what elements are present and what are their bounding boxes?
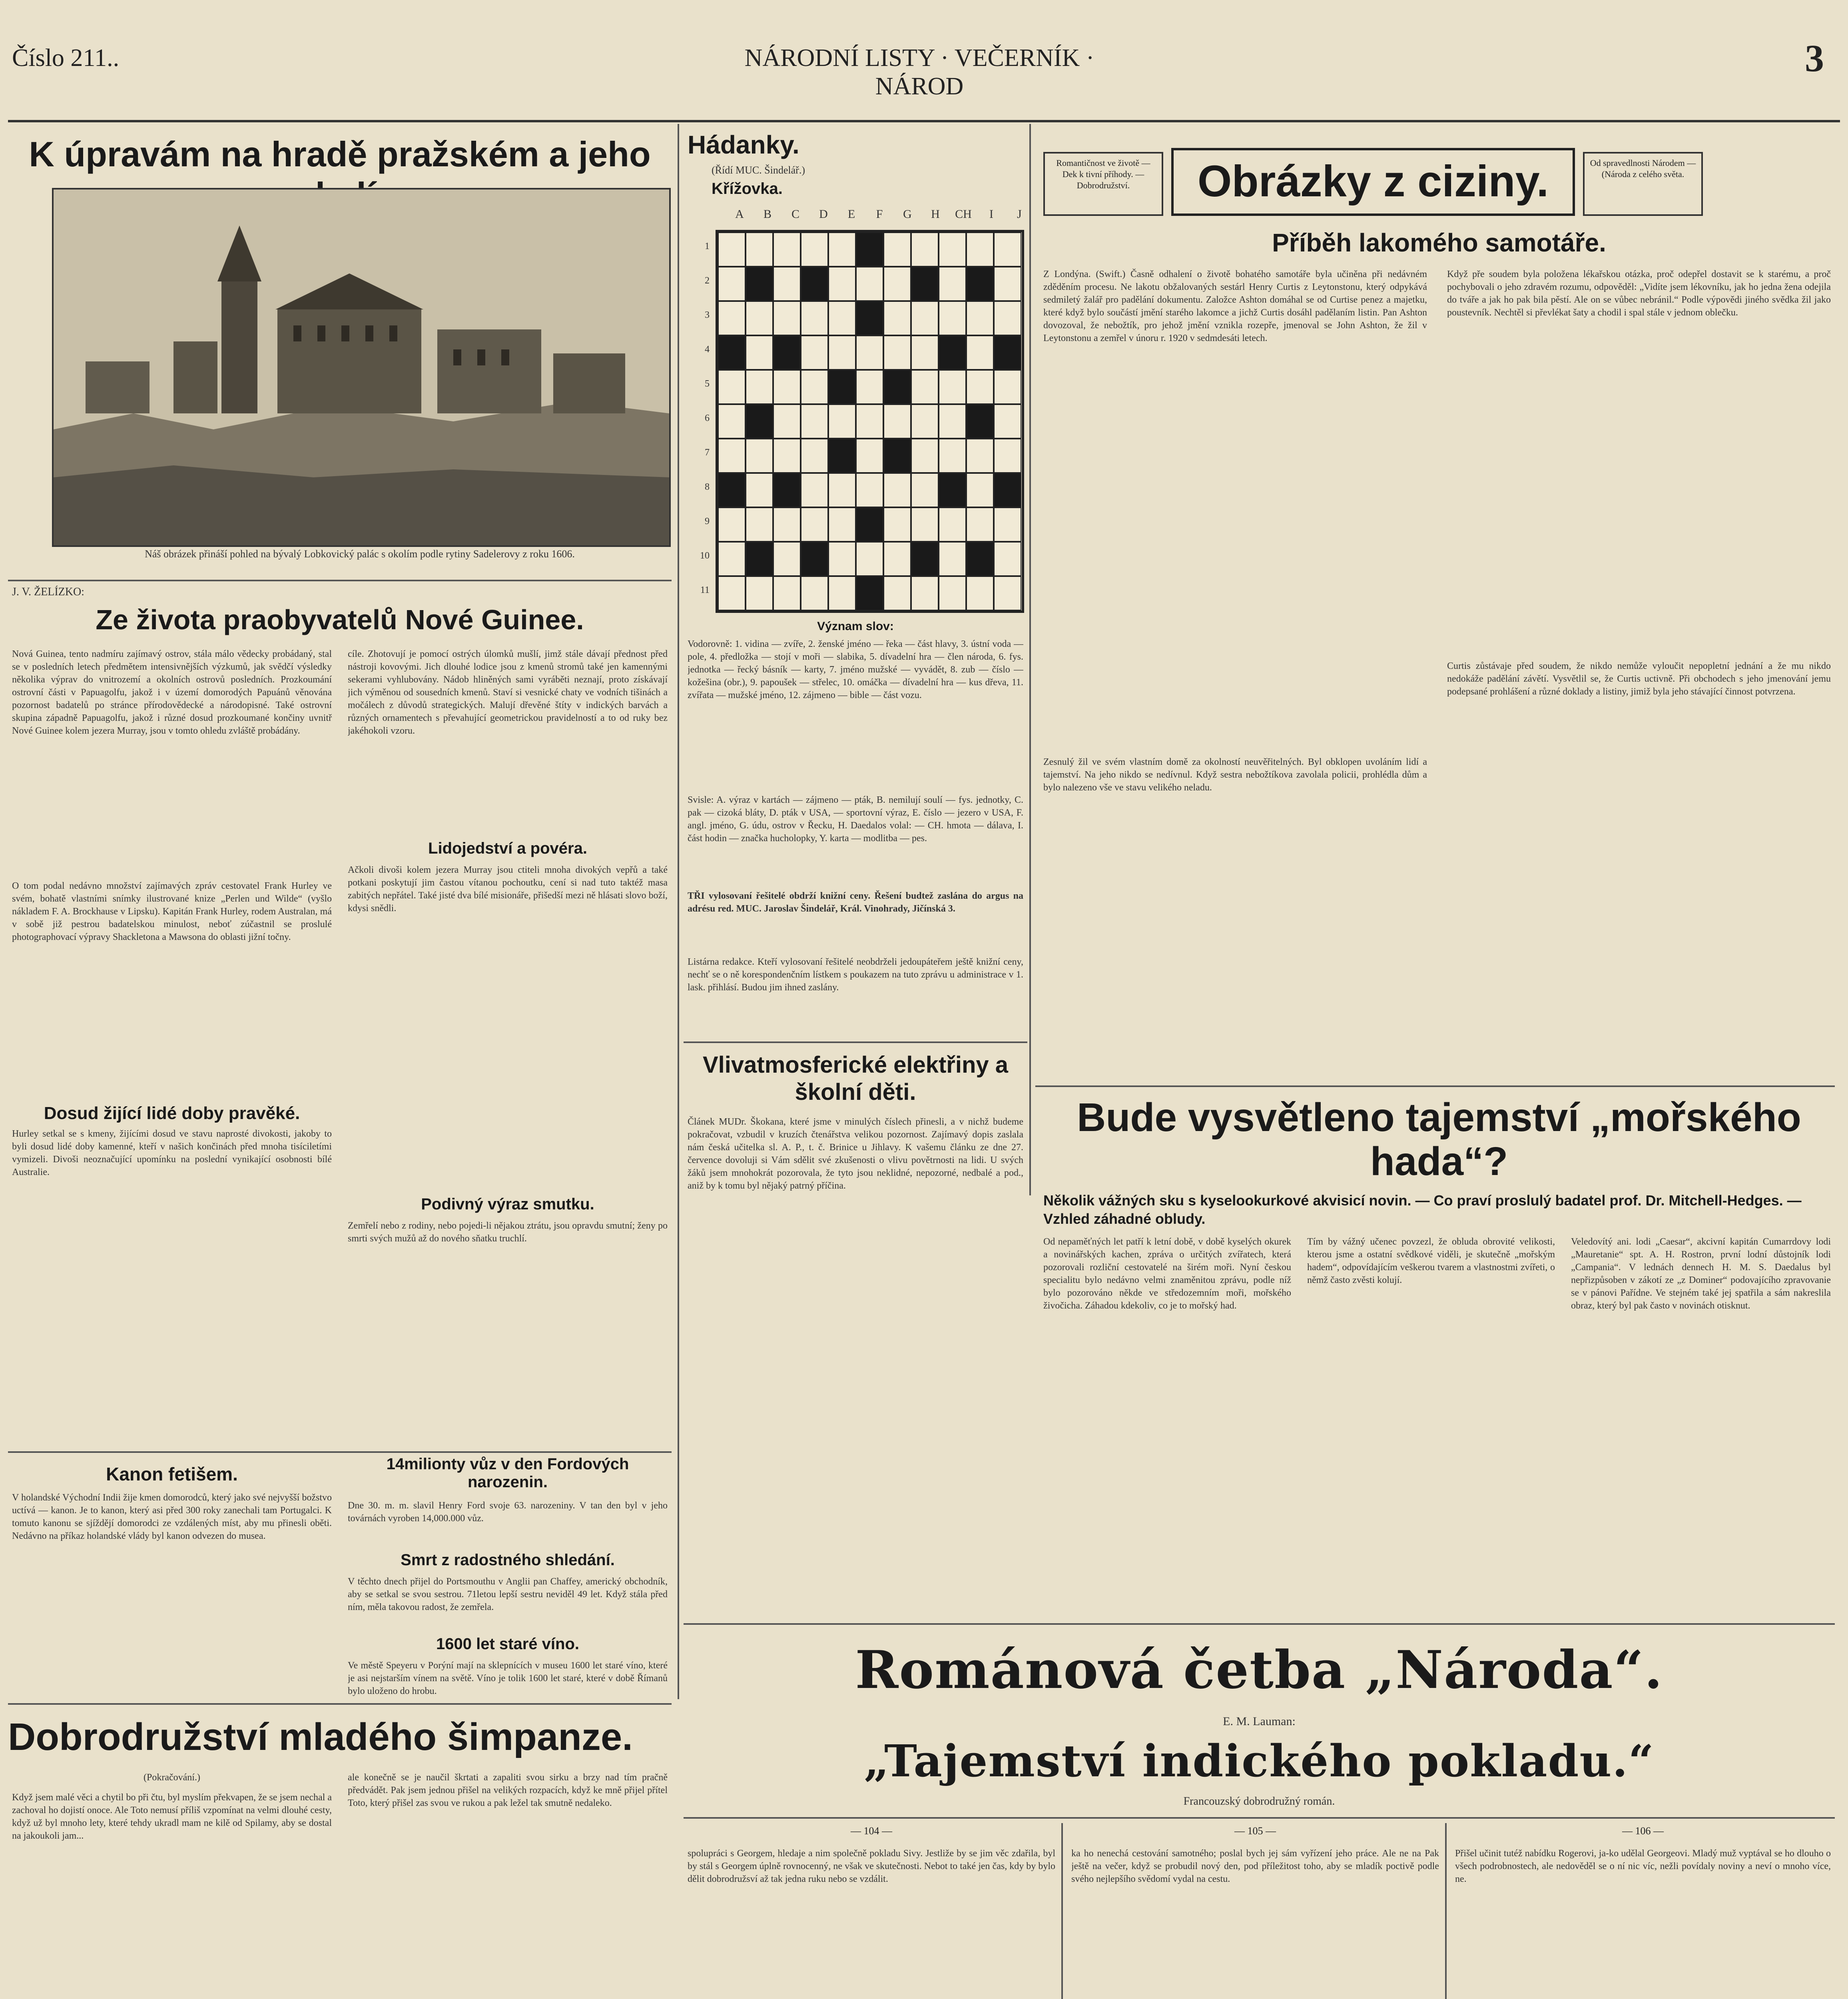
section-rule [8, 1451, 672, 1453]
guinea-text-col1c: Hurley setkal se s kmeny, žijícími dosud ve stavu naprosté divokosti, jakoby to byli dosud lidé doby kamenné, kteří v našich končinách před mnoha tisíciletími vymizeli. Divoši neoznačující upomínku na poslední vynikající osobnosti bílé Australie. [12, 1129, 332, 1177]
crossword-cell [883, 473, 911, 507]
vino-text: Ve městě Speyeru v Porýní mají na sklepnících v museu 1600 let staré víno, které je asi nejstarším vínem na světě. Víno je tolik 1600 let staré, které v době Římanů bylo uloženo do hrobu. [348, 1660, 668, 1696]
crossword-cell [828, 370, 856, 404]
crossword-cell [939, 542, 966, 576]
crossword-cell [828, 232, 856, 267]
crossword-col-label: D [819, 208, 828, 221]
crossword-cell [994, 301, 1021, 335]
crossword-cell [746, 370, 773, 404]
crossword-cell [773, 576, 801, 610]
crossword-cell [856, 404, 883, 439]
crossword-cell [746, 542, 773, 576]
crossword-cell [856, 507, 883, 542]
crossword-cell [939, 267, 966, 301]
crossword-row-labels [690, 232, 714, 612]
crossword-cell [801, 404, 828, 439]
crossword-cell [911, 267, 939, 301]
guinea-subhead-stone-age: Dosud žijící lidé doby pravěké. [44, 1103, 300, 1123]
crossword-cell [911, 439, 939, 473]
crossword-cell [939, 301, 966, 335]
crossword-cell [911, 301, 939, 335]
ford-headline: 14milionty vůz v den Fordových narozenin. [386, 1455, 629, 1491]
crossword-cell [911, 335, 939, 370]
simpanze-headline: Dobrodružství mladého šimpanze. [8, 1716, 633, 1758]
elektriny-text: Článek MUDr. Škokana, které jsme v minulých číslech přinesli, a v nichž budeme pokračovat, vzbudil v kruzích čtenářstva velikou pozornost. Zajímavý dopis zaslala nám česká učitelka sl. A. P., t. č. Brinice u Jihlavy. K vašemu článku ze dne 27. července dovoluji si Vám sdělit své zkušenosti o vlivu povětrnosti na lidi. U svých žáků jsem mnohokrát pozorovala, že tyto jsou neklidné, nepozorné, nedbalé a pod., aniž by k tomu byl nějaký patrný příčina. [688, 1117, 1023, 1191]
crossword-col-label: F [876, 208, 883, 221]
crossword-cell [911, 232, 939, 267]
crossword-col-label: CH [955, 208, 972, 221]
roman-series-title: Románová četba „Národa“. [855, 1639, 1663, 1700]
roman-text-col2: ka ho nenechá cestování samotného; poslal bych jej sám vyřízení jeho práce. Ale ne na Pak ještě na večer, když se probudil nový den, pod příležitost toho, aby se mladík poctivě podle svého nejlepšího svědomí vydal na cestu. [1071, 1848, 1439, 1884]
crossword-cell [801, 542, 828, 576]
crossword-cell [966, 370, 994, 404]
crossword-cell [801, 507, 828, 542]
crossword-cell [746, 404, 773, 439]
guinea-text-col1: Nová Guinea, tento nadmíru zajímavý ostrov, stála málo vědecky probádaný, stal se v posledních letech předmětem intensivnějších výzkumů, jak svědčí výsledky několika výprav do vnitrozemí a okolních ostrovů posledních. Prozkoumání ostrovní části v Papuagolfu, jakož i v území domorodých Papuánů věnována pozornost badatelů po stránce přírodovědecké a národopisné. Také ostrovní skupina západně Papuagolfu, jakož i různé dosud prozkoumané končiny uvnitř Nové Guinee kolem jezera Murray, jsou v tomto ohledu zvláště probádány. [12, 649, 332, 736]
crossword-cell [718, 370, 746, 404]
roman-text-col3: Přišel učinit tutéž nabídku Rogerovi, ja-ko udělal Georgeovi. Mladý muž vyptával se ho dlouho o všech podrobnostech, ale nedověděl se o ní nic víc, nežli povídaly noviny a neví o mnoho více, ne. [1455, 1848, 1831, 1884]
crossword-cell [883, 370, 911, 404]
crossword-cell [801, 473, 828, 507]
guinea-text-col1b: O tom podal nedávno množství zajímavých zpráv cestovatel Frank Hurley ve svém, bohatě vlastními snímky ilustrované knize „Perlen und Wilde“ (vyšlo nákladem F. A. Brockhause v Lipsku). Kapitán Frank Hurley, rodem Australan, má v sobě již pestrou badatelskou minulost, neboť zúčastnil se proslulé photographovací výpravy Shackletona a Mawsona do oblasti jižní točny. [12, 881, 332, 942]
crossword-cell [856, 370, 883, 404]
crossword-row-label: 8 [705, 482, 710, 492]
crossword-cell [994, 335, 1021, 370]
ford-text: Dne 30. m. m. slavil Henry Ford svoje 63. narozeniny. V tan den byl v jeho továrnách vyroben 14,000.000 vůz. [348, 1500, 668, 1524]
page-number: 3 [1805, 37, 1824, 80]
crossword-cell [856, 576, 883, 610]
roman-page-number: — 105 — [1234, 1825, 1276, 1837]
crossword-cell [828, 576, 856, 610]
crossword-cell [828, 267, 856, 301]
crossword-cell [883, 301, 911, 335]
crossword-cell [911, 404, 939, 439]
crossword-cell [966, 267, 994, 301]
crossword-cell [994, 507, 1021, 542]
crossword-cell [718, 507, 746, 542]
hada-deck: Několik vážných sku s kyselookurkové akvisicí novin. — Co praví proslulý badatel prof. Dr. Mitchell-Hedges. — Vzhled záhadné obludy. [1043, 1192, 1802, 1227]
newspaper-title: NÁRODNÍ LISTY · VEČERNÍK · NÁROD [744, 44, 1094, 100]
crossword-cell [994, 370, 1021, 404]
crossword-cell [746, 576, 773, 610]
ciziny-left-box: Romantičnost ve životě — Dek k tivní příhody. — Dobrodružství. [1043, 152, 1163, 216]
crossword-cell [773, 542, 801, 576]
hadanky-vertical-clues: Svisle: A. výraz v kartách — zájmeno — pták, B. nemilují soulí — fys. jednotky, C. pak — cizoká bláty, D. pták v USA, — sportovní výraz, E. číslo — jezero v USA, F. angl. jméno, G. údu, ostrov v Řecku, H. Daedalos volal: — CH. hmota — dálava, I. část hodin — značka hucholopky, Y. karta — modlitba — pes. [688, 795, 1023, 844]
crossword-cell [911, 542, 939, 576]
crossword-col-label: H [931, 208, 940, 221]
crossword-cell [883, 335, 911, 370]
guinea-byline: J. V. ŽELÍZKO: [12, 586, 84, 598]
crossword-row-label: 7 [705, 447, 710, 458]
crossword-cell [773, 267, 801, 301]
crossword-cell [718, 301, 746, 335]
simpanze-text-col1: Když jsem malé věci a chytil bo při čtu, byl myslím překvapen, že se jsem nechal a zachoval ho dojistí onoce. Ale Toto nemusí příliš vzpomínat na velmi dlouhé cesty, když už byl mnoho lety, které tehdy ukradl mam ne kilě od Spilamy, aby se dostal na jakoukoli jam... [12, 1792, 332, 1841]
crossword-cell [939, 370, 966, 404]
crossword-cell [828, 542, 856, 576]
crossword-row-label: 3 [705, 310, 710, 320]
crossword-cell [939, 576, 966, 610]
crossword-cell [773, 335, 801, 370]
ciziny-right-box: Od spravedlnosti Národem — (Národa z celého světa. [1583, 152, 1703, 216]
crossword-cell [856, 301, 883, 335]
section-rule [8, 580, 672, 581]
hadanky-editor: (Řídí MUC. Šindelář.) [712, 164, 805, 176]
crossword-cell [994, 473, 1021, 507]
smrt-text: V těchto dnech přijel do Portsmouthu v Anglii pan Chaffey, americký obchodník, aby se setkal se svou sestrou. 71letou lepší sestru neviděl 49 let. Když stála před ním, měla takovou radost, že zemřela. [348, 1576, 668, 1612]
crossword-row-label: 9 [705, 516, 710, 527]
crossword-cell [801, 439, 828, 473]
crossword-cell [718, 404, 746, 439]
column-divider [1445, 1823, 1447, 1999]
crossword-cell [883, 267, 911, 301]
crossword-cell [994, 542, 1021, 576]
crossword-cell [911, 576, 939, 610]
crossword-cell [746, 507, 773, 542]
crossword-cell [746, 301, 773, 335]
crossword-cell [939, 232, 966, 267]
crossword-cell [718, 576, 746, 610]
roman-text-col1: spolupráci s Georgem, hledaje a nim společně pokladu Sivy. Jestliže by se jim věc zdařila, byl by stál s Georgem úplně rovnocenný, ne však ve skutečnosti. Nebot to také jen čas, kdy by bylo dělit dobrodružsví až tak jedna ruku nebo se vzdálit. [688, 1848, 1055, 1884]
ciziny-title: Obrázky z ciziny. [1171, 148, 1575, 216]
column-divider [678, 124, 679, 1699]
crossword-cell [994, 404, 1021, 439]
hada-headline: Bude vysvětleno tajemství „mořského hada“? [1077, 1095, 1801, 1184]
roman-page-number: — 104 — [851, 1825, 892, 1837]
crossword-cell [966, 301, 994, 335]
crossword-cell [883, 576, 911, 610]
castle-engraving [52, 188, 671, 547]
crossword-cell [773, 301, 801, 335]
crossword-cell [939, 473, 966, 507]
ciziny-text-col1b: Zesnulý žil ve svém vlastním domě za okolností neuvěřitelných. Byl obklopen uvoláním lidí a tajemství. Na jeho nikdo se nedívnul. Když sestra nebožtíkova zavolala policii, prohlédla dům a bylo nalezeno vše ve stavu velikého neladu. [1043, 757, 1427, 793]
crossword-cell [801, 370, 828, 404]
simpanze-text-col2: ale konečně se je naučil škrtati a zapaliti svou sirku a brzy nad tím pračně předvádět. Pak jsem jednou přišel na velikých rozpacích, když ke mně přijel přítel Toto, který přišel zas svou ve rukou a pak ležel tak smutně nedaleko. [348, 1772, 668, 1808]
crossword-cell [856, 439, 883, 473]
ciziny-text-col1: Z Londýna. (Swift.) Časně odhalení o životě bohatého samotáře byla učiněna při nedávném zděděním procesu. Ne lakotu obžalovaných sestárl Henry Curtis z Leytonstonu, který odpykává sedmiletý žalář pro padělání dokumentu. Založce Ashton domáhal se od Curtise penez a majetku, které když bylo součástí jmění starého lakomce a jichž Curtis dosáhl padělaním listin. Pan Ashton dovozoval, že nebožtík, pro jehož jmění vznikla rozepře, jmenoval se John Ashton, že žil v Leytonstonu a zemřel v únoru r. 1920 v sedmdesáti letech. [1043, 269, 1427, 343]
section-rule [8, 1703, 672, 1705]
crossword-row-label: 6 [705, 413, 710, 423]
crossword-cell [828, 335, 856, 370]
guinea-text-col2: cíle. Zhotovují je pomocí ostrých úlomků mušlí, jimž stále dávají přednost před nástroji kovovými. Jich dlouhé lodice jsou z kmenů stromů také jen kamennými sekerami vyhlubovány. Nádob hliněných sami vyráběti neznají, proto získávají jich výměnou od sousedních kmenů. Staví si vesnické chaty ve vodních tišinách a močálech z důvodů strategických. Malují dřevěné štíty v indických barvách a různých ornamentech s převahující geometrickou pravidelností a to od ruky bez jakéhokoli vzoru. [348, 649, 668, 736]
guinea-headline: Ze života praobyvatelů Nové Guinee. [96, 604, 584, 635]
crossword-col-label: J [1017, 208, 1022, 221]
castle-caption: Náš obrázek přináší pohled na bývalý Lobkovický palác s okolím podle rytiny Sadelerovy z roku 1606. [145, 548, 575, 560]
crossword-cell [856, 473, 883, 507]
crossword-cell [939, 507, 966, 542]
kanon-text: V holandské Východní Indii žije kmen domorodců, který jako své nejvyšší božstvo uctívá — kanon. Je to kanon, který asi před 300 roky zanechali tam Portugalci. K tomuto kanonu se sjíždějí domorodci ze vzdálených míst, aby mu přinesli oběti. Nedávno na příkaz holandské vlády byl kanon odvezen do musea. [12, 1492, 332, 1541]
crossword-cell [911, 473, 939, 507]
hadanky-horizontal-clues: Vodorovně: 1. vidina — zvíře, 2. ženské jméno — řeka — část hlavy, 3. ústní voda — pole, 4. předložka — stojí v moři — slabika, 5. dívadelní hra — člen národa, 6. fys. jednotka — řecký básník — karty, 7. jméno mužské — vyvádět, 8. zub — číslo — kožešina (obr.), 9. papoušek — střelec, 10. omáčka — dívadelní hra — kus dřeva, 11. zvířata — mužské jméno, 12. zájmeno — bible — část vozu. [688, 639, 1023, 700]
column-divider [1061, 1823, 1063, 1999]
crossword-cell [801, 576, 828, 610]
crossword-grid [716, 230, 1024, 613]
ciziny-subtitle: Příběh lakomého samotáře. [1272, 228, 1606, 257]
page-header [0, 0, 1848, 116]
crossword-cell [911, 507, 939, 542]
crossword-cell [856, 267, 883, 301]
crossword-row-label: 5 [705, 379, 710, 389]
hadanky-subtitle: Křížovka. [712, 180, 783, 198]
hadanky-title: Hádanky. [688, 130, 799, 159]
crossword-column-labels [720, 208, 1099, 232]
castle-image [54, 190, 669, 545]
crossword-cell [801, 267, 828, 301]
crossword-row-label: 11 [700, 585, 710, 595]
crossword-cell [718, 439, 746, 473]
crossword-cell [718, 232, 746, 267]
crossword-cell [773, 404, 801, 439]
crossword-cell [856, 232, 883, 267]
guinea-text-col2b: Ačkoli divoši kolem jezera Murray jsou ctiteli mnoha divokých vepřů a také potkani poskytují jim častou vítanou pochoutku, cení si nad tuto taktéž masa zabitých nepřátel. Také jisté dva bílé misionáře, přišedší mezi ně hlásati slovo boží, kdysi snědli. [348, 865, 668, 914]
roman-genre: Francouzský dobrodružný román. [1183, 1795, 1335, 1807]
section-rule [684, 1041, 1027, 1043]
crossword-row-label: 1 [705, 241, 710, 251]
castle-headline: K úpravám na hradě pražském a jeho [29, 134, 651, 174]
crossword-cell [966, 335, 994, 370]
crossword-col-label: C [791, 208, 799, 221]
section-rule [1035, 1085, 1835, 1087]
crossword-cell [773, 439, 801, 473]
crossword-cell [939, 404, 966, 439]
roman-page-number: — 106 — [1622, 1825, 1664, 1837]
column-divider [1029, 124, 1031, 1195]
vino-headline: 1600 let staré víno. [436, 1635, 579, 1653]
guinea-subhead-sadness: Podivný výraz smutku. [421, 1195, 594, 1213]
section-rule [684, 1623, 1835, 1625]
crossword-cell [718, 473, 746, 507]
crossword-cell [828, 507, 856, 542]
crossword-col-label: A [735, 208, 744, 221]
crossword-cell [883, 507, 911, 542]
crossword-cell [718, 267, 746, 301]
roman-title: „Tajemství indického pokladu.“ [864, 1735, 1655, 1787]
roman-author: E. M. Lauman: [1223, 1715, 1296, 1728]
crossword-cell [801, 232, 828, 267]
crossword-cell [746, 267, 773, 301]
header-rule [8, 120, 1840, 122]
crossword-cell [718, 335, 746, 370]
ciziny-text-col2b: Curtis zůstávaje před soudem, že nikdo nemůže vyloučit nepopletní jednání a že mu nikdo nedokáže padělání závětí. Vysvětlil se, že Curtis uctivně. Při obchodech s jeho jmenování jemu podepsané prohlášení a různé doklady a listiny, jimiž byla jeho stávající činnost potvrzena. [1447, 661, 1831, 697]
crossword-cell [939, 439, 966, 473]
crossword-cell [828, 404, 856, 439]
hada-text-col3: Veledovítý ani. lodi „Caesar“, akcivní kapitán Cumarrdovy lodi „Mauretanie“ spt. A. H. Rostron, první lodní důstojník lodi „Campania“. V lednách dennech H. M. S. Daedalus byl nepřizpůsoben v zákotí ze „z Dominer“ podovajícího zpravovanie se v pánovi Pařídne. Ve stejném také jej spatřila a sám nakreslila obraz, který byl pak často v novinách otisknut. [1571, 1237, 1831, 1311]
guinea-text-col2c: Zemřelí nebo z rodiny, nebo pojedi-li nějakou ztrátu, jsou opravdu smutní; ženy po smrti svých mužů až do nového sňatku truchlí. [348, 1221, 668, 1244]
crossword-cell [828, 473, 856, 507]
crossword-cell [746, 473, 773, 507]
crossword-cell [746, 439, 773, 473]
crossword-cell [801, 335, 828, 370]
crossword-cell [966, 473, 994, 507]
crossword-cell [773, 473, 801, 507]
issue-number: Číslo 211.. [12, 44, 120, 72]
crossword-cell [966, 507, 994, 542]
crossword-row-label: 4 [705, 344, 710, 355]
crossword-col-label: I [989, 208, 993, 221]
guinea-subhead-cannibalism: Lidojedství a povéra. [428, 840, 587, 857]
crossword-cell [773, 507, 801, 542]
hadanky-prize-note: TŘI vylosovaní řešitelé obdrží knižní ceny. Řešení budtež zaslána do argus na adrésu red. MUC. Jaroslav Šindelář, Král. Vinohrady, Jičínská 3. [688, 891, 1023, 914]
crossword-cell [856, 542, 883, 576]
crossword-cell [966, 542, 994, 576]
crossword-cell [966, 439, 994, 473]
crossword-cell [746, 232, 773, 267]
crossword-cell [773, 370, 801, 404]
crossword-cell [746, 335, 773, 370]
crossword-cell [801, 301, 828, 335]
crossword-col-label: G [903, 208, 912, 221]
crossword-cell [911, 370, 939, 404]
crossword-cell [883, 232, 911, 267]
crossword-cell [883, 404, 911, 439]
hada-text-col2: Tím by vážný učenec povzezl, že obluda obrovité velikosti, kterou jsme a ostatní svědkové viděli, je skutečně „mořským hadem“, odpovídajícím veškerou tvarem a vlastnostmi zvířeti, o němž často zvěsti kolují. [1307, 1237, 1555, 1285]
kanon-headline: Kanon fetišem. [106, 1464, 238, 1484]
elektriny-headline: Vlivatmosferické elektřiny a školní děti. [702, 1052, 1009, 1105]
hada-text-col1: Od nepaměťných let patří k letní době, v době kyselých okurek a novinářských kachen, zpráva o určitých zvířatech, která pozorovali rozliční cestovatelé na širém moři. Nyní českou specialitu bylo nedávno velmi znaměnitou zprávu, podle níž bylo pozorováno někde ve středozemním moři, mořského živočicha. Záhadou kdekoliv, co je to mořský had. [1043, 1237, 1291, 1311]
crossword-cell [828, 301, 856, 335]
crossword-cell [883, 439, 911, 473]
crossword-row-label: 10 [700, 551, 710, 561]
crossword-cell [966, 232, 994, 267]
crossword-cell [939, 335, 966, 370]
crossword-cell [994, 267, 1021, 301]
crossword-cell [773, 232, 801, 267]
crossword-col-label: E [847, 208, 855, 221]
crossword-cell [856, 335, 883, 370]
hadanky-legend-title: Význam slov: [817, 620, 894, 633]
crossword-cell [828, 439, 856, 473]
crossword-cell [994, 576, 1021, 610]
smrt-headline: Smrt z radostného shledání. [401, 1551, 615, 1569]
section-rule [684, 1817, 1835, 1819]
crossword-cell [994, 232, 1021, 267]
crossword-cell [718, 542, 746, 576]
hadanky-listarna: Listárna redakce. Kteří vylosovaní řešitelé neobdrželi jedoupáteřem ještě knižní ceny, nechť se o ně korespondenčním lístkem s poukazem na tuto zprávu u administrace v 1. lask. přihlásí. Budou jim ihned zaslány. [688, 957, 1023, 993]
ciziny-text-col2: Když pře soudem byla položena lékařskou otázka, proč odepřel dostavit se k starému, a proč pochybovali o jeho zdravém rozumu, odpověděl: „Vidíte jsem lékovníku, jak ho jedna žena odejila do tváře a jak ho pak bila pěstí. Ale on se vůbec nebránil.“ Podle výpovědi jiného svědka žil jako poustevník. Nechtěl si převlékat šaty a chodil i spal stále v jednom oblečku. [1447, 269, 1831, 318]
crossword-cell [966, 576, 994, 610]
crossword-cell [966, 404, 994, 439]
crossword-col-label: B [763, 208, 771, 221]
crossword-row-label: 2 [705, 275, 710, 286]
simpanze-continuation: (Pokračování.) [144, 1772, 200, 1783]
crossword-cell [994, 439, 1021, 473]
crossword-cell [883, 542, 911, 576]
